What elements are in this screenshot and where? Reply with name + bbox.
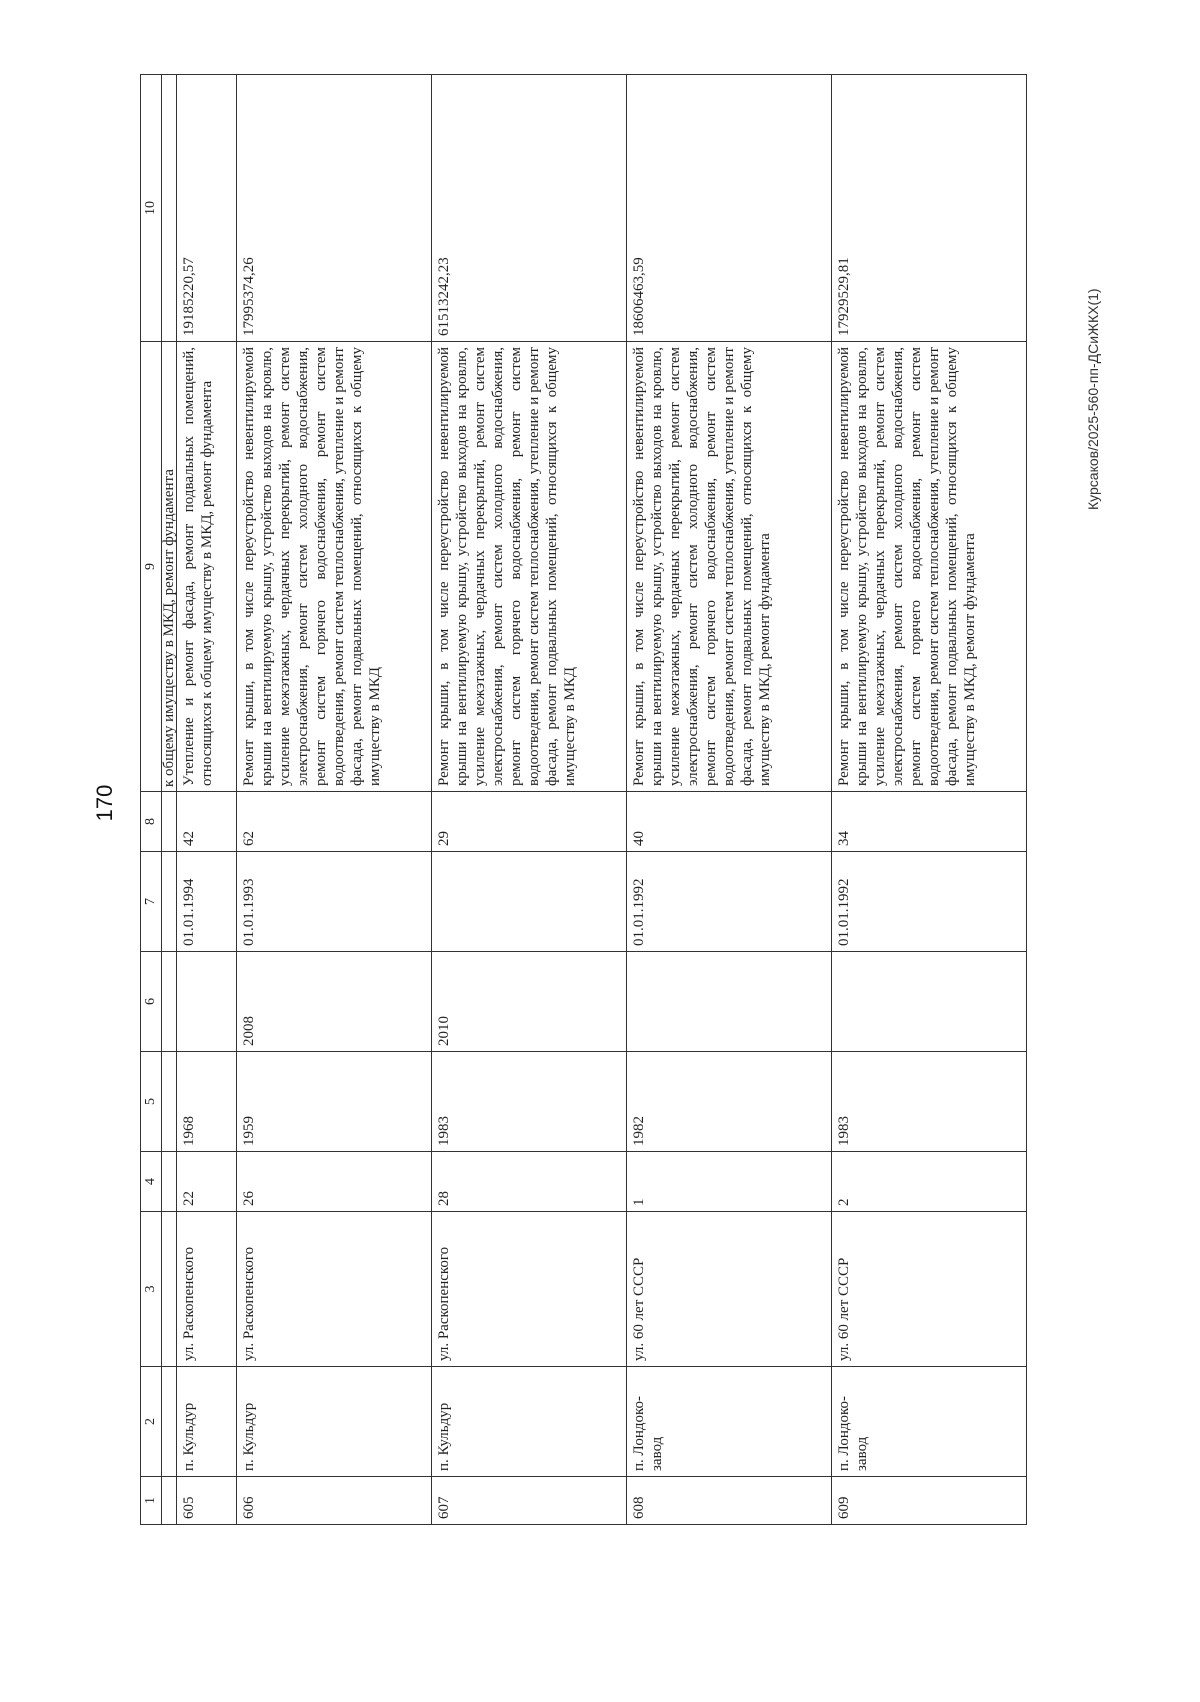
- build-year: 1983: [832, 1052, 1027, 1152]
- row-number: 605: [177, 1477, 237, 1525]
- settlement: п. Лондоко-завод: [832, 1367, 1027, 1477]
- works-description: Ремонт крыши, в том числе переустройство невентилируемой крыши на вентилируемую крышу, устройство выходов на кровлю, усиление межэтажных, чердачных перекрытий, ремонт систем электроснабжения, ремонт систем холодного водоснабжения, ремонт систем горячего водоснабжения, ремонт систем водоотведения, ремонт систем теплоснабжения, утепление и ремонт фасада, ремонт подвальных помещений, относящихся к общему имуществу в МКД, ремонт фундамента: [832, 342, 1027, 792]
- wear-percent: 40: [627, 792, 832, 852]
- street: ул. Раскопенского: [237, 1212, 432, 1367]
- col-header: 1: [141, 1477, 162, 1525]
- table-row: [627, 75, 832, 1525]
- column-number-row: [141, 75, 162, 1525]
- works-description: Ремонт крыши, в том числе переустройство невентилируемой крыши на вентилируемую крышу, устройство выходов на кровлю, усиление межэтажных, чердачных перекрытий, ремонт систем электроснабжения, ремонт систем холодного водоснабжения, ремонт систем горячего водоснабжения, ремонт систем водоотведения, ремонт систем теплоснабжения, утепление и ремонт фасада, ремонт подвальных помещений, относящихся к общему имуществу в МКД, ремонт фундамента: [627, 342, 832, 792]
- row-number: 607: [432, 1477, 627, 1525]
- cost-sum: 61513242,23: [432, 75, 627, 342]
- date: 01.01.1994: [177, 852, 237, 952]
- col-header: 5: [141, 1052, 162, 1152]
- build-year: 1982: [627, 1052, 832, 1152]
- cost-sum: 17995374,26: [237, 75, 432, 342]
- table-row: [832, 75, 1027, 1525]
- works-description: Ремонт крыши, в том числе переустройство невентилируемой крыши на вентилируемую крышу, устройство выходов на кровлю, усиление межэтажных, чердачных перекрытий, ремонт систем электроснабжения, ремонт систем холодного водоснабжения, ремонт систем горячего водоснабжения, ремонт систем водоотведения, ремонт систем теплоснабжения, утепление и ремонт фасада, ремонт подвальных помещений, относящихся к общему имуществу в МКД: [432, 342, 627, 792]
- col-header: 8: [141, 792, 162, 852]
- table-row: [237, 75, 432, 1525]
- build-year: 1959: [237, 1052, 432, 1152]
- wear-percent: 42: [177, 792, 237, 852]
- works-description: Ремонт крыши, в том числе переустройство невентилируемой крыши на вентилируемую крышу, устройство выходов на кровлю, усиление межэтажных, чердачных перекрытий, ремонт систем электроснабжения, ремонт систем холодного водоснабжения, ремонт систем горячего водоснабжения, ремонт систем водоотведения, ремонт систем теплоснабжения, утепление и ремонт фасада, ремонт подвальных помещений, относящихся к общему имуществу в МКД: [237, 342, 432, 792]
- row-number: 609: [832, 1477, 1027, 1525]
- renovation-year: [177, 952, 237, 1052]
- row-number: 608: [627, 1477, 832, 1525]
- street: ул. Раскопенского: [432, 1212, 627, 1367]
- col-header: 4: [141, 1152, 162, 1212]
- house-number: 28: [432, 1152, 627, 1212]
- renovation-year: [627, 952, 832, 1052]
- build-year: 1968: [177, 1052, 237, 1152]
- cost-sum: 18606463,59: [627, 75, 832, 342]
- settlement: п. Кульдур: [237, 1367, 432, 1477]
- settlement: п. Кульдур: [177, 1367, 237, 1477]
- footer: [1085, 90, 1125, 690]
- wear-percent: 34: [832, 792, 1027, 852]
- house-number: 1: [627, 1152, 832, 1212]
- date: 01.01.1992: [832, 852, 1027, 952]
- row-number: 606: [237, 1477, 432, 1525]
- page-number: 170: [92, 784, 117, 822]
- street: ул. 60 лет СССР: [627, 1212, 832, 1367]
- footer-text: Курсаков/2025-560-пп-ДСиЖКХ(1): [1085, 288, 1101, 510]
- renovation-year: [832, 952, 1027, 1052]
- works-description: Утепление и ремонт фасада, ремонт подвальных помещений, относящихся к общему имуществу в МКД, ремонт фундамента: [177, 342, 237, 792]
- col-header: 2: [141, 1367, 162, 1477]
- renovation-year: 2008: [237, 952, 432, 1052]
- col-header: 10: [141, 75, 162, 342]
- continuation-text: к общему имуществу в МКД, ремонт фундамента: [162, 342, 177, 792]
- cost-sum: 19185220,57: [177, 75, 237, 342]
- works-table: [140, 74, 1027, 1525]
- street: ул. Раскопенского: [177, 1212, 237, 1367]
- table-row: [177, 75, 237, 1525]
- cost-sum: 17929529,81: [832, 75, 1027, 342]
- build-year: 1983: [432, 1052, 627, 1152]
- col-header: 3: [141, 1212, 162, 1367]
- renovation-year: 2010: [432, 952, 627, 1052]
- settlement: п. Кульдур: [432, 1367, 627, 1477]
- rotated-table-container: [140, 75, 1060, 1525]
- continuation-row: [162, 75, 177, 1525]
- date: 01.01.1993: [237, 852, 432, 952]
- col-header: 6: [141, 952, 162, 1052]
- date: 01.01.1992: [627, 852, 832, 952]
- house-number: 2: [832, 1152, 1027, 1212]
- col-header: 9: [141, 342, 162, 792]
- wear-percent: 62: [237, 792, 432, 852]
- house-number: 26: [237, 1152, 432, 1212]
- house-number: 22: [177, 1152, 237, 1212]
- settlement: п. Лондоко-завод: [627, 1367, 832, 1477]
- table-row: [432, 75, 627, 1525]
- street: ул. 60 лет СССР: [832, 1212, 1027, 1367]
- wear-percent: 29: [432, 792, 627, 852]
- col-header: 7: [141, 852, 162, 952]
- date: [432, 852, 627, 952]
